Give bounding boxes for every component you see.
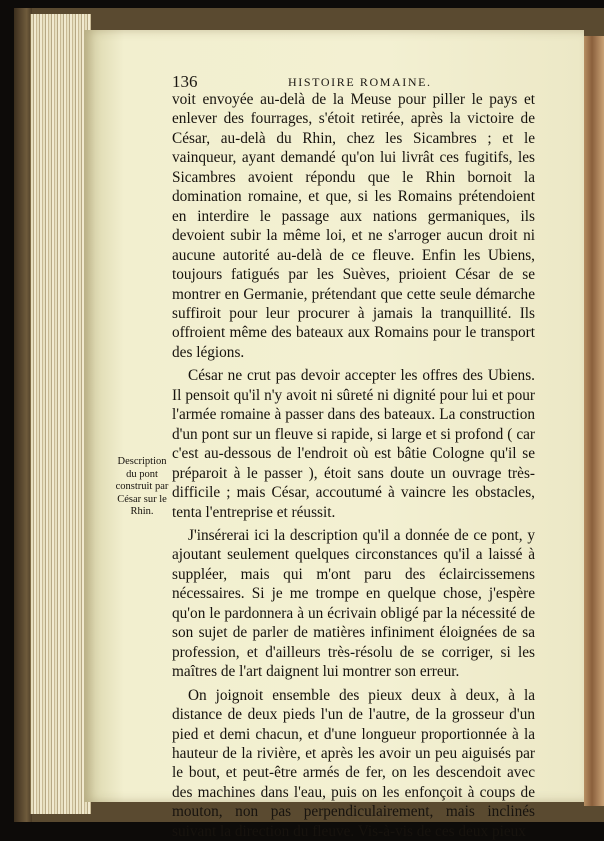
page-number: 136 [172, 72, 198, 91]
running-title: HISTOIRE ROMAINE. [288, 75, 432, 89]
page-edges [30, 14, 91, 814]
paragraph: On joignoit ensemble des pieux deux à deux, à la distance de deux pieds l'un de l'autre, de la grosseur d'un pied et demi chacun, et d'une longueur proportionnée à la hauteur de la rivière, et après les avoir un peu aiguisés par le bout, et peut-être armés de fer, on les descendoit avec des machines dans l'eau, puis on les enfonçoit à coups de mouton, non pas perpendiculairement, mais inclinés suivant la direction du fleuve. Vis-à-vis de ces deux pieux [172, 686, 535, 840]
paragraph: voit envoyée au-delà de la Meuse pour piller le pays et enlever des fourrages, s'étoit retirée, après la victoire de César, au-delà du Rhin, chez les Sicambres ; et le vainqueur, ayant demandé qu'on lui livrât ces fugitifs, les Sicambres avoient répondu que le Rhin bornoit la domination romaine, et que, si les Romains prétendoient en interdire le passage aux nations germaniques, ils devoient subir la même loi, et ne s'arroger aucun droit ni aucune autorité au-delà de ce fleuve. Enfin les Ubiens, toujours fatigués par les Suèves, prioient César de se montrer en Germanie, prétendant que cette seule démarche suffiroit pour leur procurer à jamais la tranquillité. Ils offroient même des bateaux aux Romains pour le transport des légions. [172, 91, 535, 361]
fore-edge [584, 36, 604, 806]
margin-note: Description du pont construit par César sur le Rhin. [115, 456, 169, 517]
paragraph: César ne crut pas devoir accepter les offres des Ubiens. Il pensoit qu'il n'y avoit ni sûreté ni dignité pour lui et pour l'armée romaine à passer dans des bateaux. La construction d'un pont sur un fleuve si rapide, si large et si profond ( car c'est au-dessous de l'endroit où est bâtie Cologne qu'il se préparoit à le passer ), étoit sans doute un ouvrage très-difficile ; mais César, accoutumé à vaincre les obstacles, tenta l'entreprise et réussit. [172, 367, 535, 521]
paragraph: J'insérerai ici la description qu'il a donnée de ce pont, y ajoutant seulement quelques circonstances qu'il a laissé à suppléer, mais qui m'ont paru des éclaircissemens nécessaires. Si je me trompe en quelque chose, j'espère qu'on le pardonnera à un écrivain obligé par la nécessité de son sujet de parler de matières infiniment éloignées de sa profession, et d'ailleurs très-résolu de se corriger, si les maîtres de l'art daignent lui montrer son erreur. [172, 526, 535, 681]
body-text [172, 90, 535, 841]
